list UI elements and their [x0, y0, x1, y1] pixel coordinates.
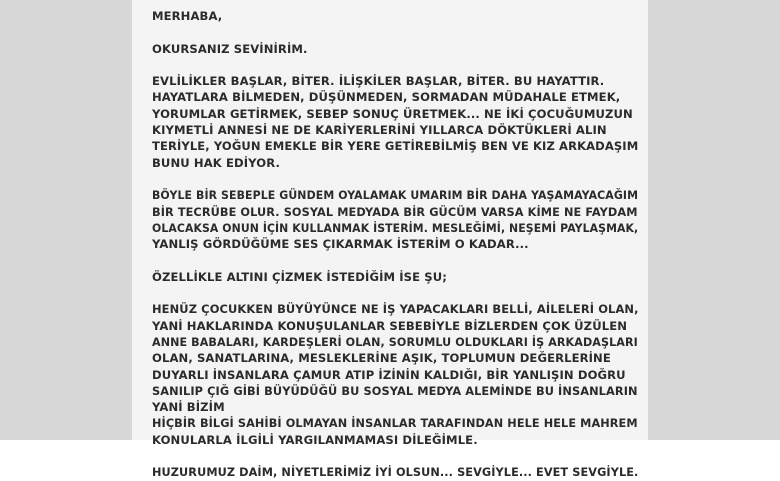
letter-text	[152, 8, 638, 481]
letter-line: YANİ HAKLARINDA KONUŞULANLAR SEBEBİYLE BİZLERDEN ÇOK ÜZÜLEN	[152, 318, 628, 333]
letter-line: DUYARLI İNSANLARA ÇAMUR ATIP İZİNİN KALDIĞI, BİR YANLIŞIN DOĞRU	[152, 367, 626, 382]
letter-line: TERİYLE, YOĞUN EMEKLE BİR YERE GETİREBİLMİŞ BEN VE KIZ ARKADAŞIM	[152, 139, 639, 154]
letter-line: YANLIŞ GÖRDÜĞÜME SES ÇIKARMAK İSTERİM O KADAR...	[152, 237, 529, 252]
letter-line: YORUMLAR GETİRMEK, SEBEP SONUÇ ÜRETMEK... NE İKİ ÇOCUĞUMUZUN	[152, 106, 633, 121]
letter-line: OKURSANIZ SEVİNİRİM.	[152, 41, 308, 56]
letter-page	[132, 0, 648, 480]
letter-line: BÖYLE BİR SEBEPLE GÜNDEM OYALAMAK UMARIM BİR DAHA YAŞAMAYACAĞIM	[152, 188, 639, 203]
letter-line: BİR TECRÜBE OLUR. SOSYAL MEDYADA BİR GÜCÜM VARSA KİME NE FAYDAM	[152, 204, 638, 219]
letter-line: HUZURUMUZ DAİM, NİYETLERİMİZ İYİ OLSUN... SEVGİYLE... EVET SEVGİYLE.	[152, 465, 639, 480]
letter-line: YANİ BİZİM	[152, 400, 225, 415]
letter-line: KONULARLA İLGİLİ YARGILANMAMASI DİLEĞİMLE.	[152, 432, 478, 447]
paragraph-gap	[152, 448, 638, 464]
letter-line: OLACAKSA ONUN İÇİN KULLANMAK İSTERİM. MESLEĞİMİ, NEŞEMİ PAYLAŞMAK,	[152, 220, 639, 235]
paragraph-gap	[152, 252, 638, 268]
letter-line: HENÜZ ÇOCUKKEN BÜYÜYÜNCE NE İŞ YAPACAKLARI BELLİ, AİLELERİ OLAN,	[152, 302, 639, 317]
letter-line: ANNE BABALARI, KARDEŞLERİ OLAN, SORUMLU OLDUKLARI İŞ ARKADAŞLARI	[152, 334, 638, 349]
letter-line: HAYATLARA BİLMEDEN, DÜŞÜNMEDEN, SORMADAN MÜDAHALE ETMEK,	[152, 90, 621, 105]
letter-line: ÖZELLİKLE ALTINI ÇİZMEK İSTEDİĞİM İSE ŞU;	[152, 269, 447, 284]
left-background-margin	[0, 0, 132, 440]
paragraph-gap	[152, 171, 638, 187]
paragraph-gap	[152, 285, 638, 301]
letter-line: HİÇBİR BİLGİ SAHİBİ OLMAYAN İNSANLAR TARAFINDAN HELE HELE MAHREM	[152, 416, 638, 431]
right-background-margin	[648, 0, 780, 440]
letter-line: BUNU HAK EDİYOR.	[152, 155, 280, 170]
letter-line: MERHABA,	[152, 9, 223, 23]
letter-line: SANILIP ÇIĞ GİBİ BÜYÜDÜĞÜ BU SOSYAL MEDYA ALEMİNDE BU İNSANLARIN	[152, 383, 638, 398]
paragraph-gap	[152, 57, 638, 73]
letter-line: EVLİLİKLER BAŞLAR, BİTER. İLİŞKİLER BAŞLAR, BİTER. BU HAYATTIR.	[152, 74, 605, 89]
paragraph-gap	[152, 24, 638, 40]
letter-line: KIYMETLİ ANNESİ NE DE KARİYERLERİNİ YILLARCA DÖKTÜKLERİ ALIN	[152, 123, 607, 138]
letter-line: OLAN, SANATLARINA, MESLEKLERİNE AŞIK, TOPLUMUN DEĞERLERİNE	[152, 351, 611, 366]
